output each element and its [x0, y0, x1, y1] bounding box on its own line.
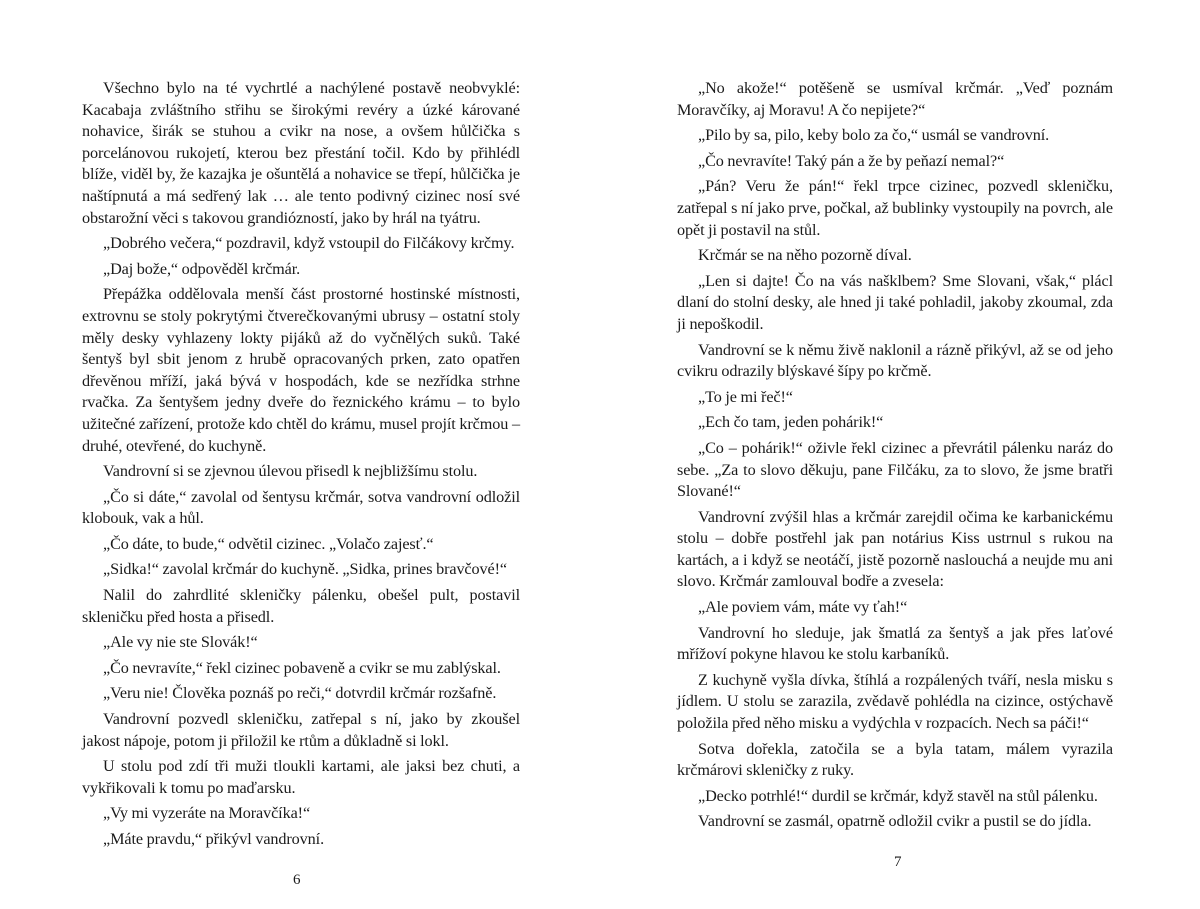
paragraph: „Máte pravdu,“ přikývl vandrovní.	[103, 830, 325, 848]
paragraph: „Pán? Veru že pán!“ řekl trpce cizinec, pozvedl skleničku, zatřepal s ní jako prve, počkal, až bublinky vystoupily na povrch, ale opět ji postavil na stůl.	[677, 177, 1113, 239]
paragraph: „Ale vy nie ste Slovák!“	[103, 633, 258, 652]
page-number-right: 7	[894, 854, 902, 870]
paragraph: Vandrovní se k němu živě naklonil a rázně přikývl, až se od jeho cvikru odrazily blýskavé šípy po krčmě.	[677, 340, 1113, 381]
paragraph: Sotva dořekla, zatočila se a byla tatam, málem vyrazila krčmárovi skleničky z ruky.	[677, 739, 1113, 780]
right-page	[677, 78, 1113, 871]
page-number-left: 6	[293, 871, 301, 888]
paragraph: Všechno bylo na té vychrtlé a nachýlené postavě neobvyklé: Kacabaja zvláštního střihu se širokými revéry a úzké kárované nohavice, širák se stuhou a cvikr na nose, a ovšem hůlčička s porcelánovou rukojetí, kterou bez přestání točil. Kdo by přihlédl blíže, viděl by, že kazajka je ošuntělá a nohavice se třepí, hůlčička je naštípnutá a má sedřený lak … ale tento podivný cizinec nosí své obstarožní věci s takovou grandiózností, jako by hrál na tyátru.	[82, 79, 520, 227]
paragraph: „Ale poviem vám, máte vy ťah!“	[698, 598, 908, 617]
right-page-text	[677, 78, 1113, 837]
paragraph: Vandrovní zvýšil hlas a krčmár zarejdil očima ke karbanickému stolu – dobře postřehl jak pan notárius Kiss ustrnul s rukou na kartách, a i když se neotáčí, jistě pozorně naslouchá a neujde mu ani slovo. Krčmár zamlouval bodře a zvesela:	[677, 507, 1113, 591]
paragraph: „Ech čo tam, jeden pohárik!“	[698, 413, 884, 432]
paragraph: Vandrovní si se zjevnou úlevou přisedl k nejbližšímu stolu.	[103, 462, 478, 481]
paragraph: „No akože!“ potěšeně se usmíval krčmár. „Veď poznám Moravčíky, aj Moravu! A čo nepijete?“	[677, 79, 1113, 119]
left-page	[82, 78, 520, 889]
paragraph: „Dobrého večera,“ pozdravil, když vstoupil do Filčákovy krčmy.	[103, 234, 515, 253]
paragraph: U stolu pod zdí tři muži tloukli kartami, ale jaksi bez chuti, a vykřikovali k tomu po maďarsku.	[82, 757, 520, 797]
paragraph: „Veru nie! Člověka poznáš po reči,“ dotvrdil krčmár rozšafně.	[103, 684, 497, 703]
paragraph: Nalil do zahrdlité skleničky pálenku, obešel pult, postavil skleničku před hosta a přisedl.	[82, 586, 520, 626]
paragraph: „To je mi řeč!“	[698, 387, 793, 406]
paragraph: „Daj bože,“ odpověděl krčmár.	[103, 259, 301, 278]
paragraph: Vandrovní ho sleduje, jak šmatlá za šentyš a jak přes laťové mřížoví pokyne hlavou ke stolu karbaníků.	[677, 623, 1113, 664]
paragraph: Vandrovní pozvedl skleničku, zatřepal s ní, jako by zkoušel jakost nápoje, potom ji přiložil ke rtům a důkladně si lokl.	[82, 710, 520, 750]
paragraph: „Čo si dáte,“ zavolal od šentysu krčmár, sotva vandrovní odložil klobouk, vak a hůl.	[82, 487, 520, 528]
paragraph: „Decko potrhlé!“ durdil se krčmár, když stavěl na stůl pálenku.	[698, 786, 1098, 805]
paragraph: „Čo nevravíte,“ řekl cizinec pobaveně a cvikr se mu zablýskal.	[103, 658, 501, 677]
paragraph: Krčmár se na něho pozorně díval.	[698, 246, 912, 265]
paragraph: „Pilo by sa, pilo, keby bolo za čo,“ usmál se vandrovní.	[698, 126, 1050, 145]
left-page-text	[82, 78, 520, 855]
paragraph: Vandrovní se zasmál, opatrně odložil cvikr a pustil se do jídla.	[698, 812, 1092, 831]
paragraph: „Vy mi vyzeráte na Moravčíka!“	[103, 804, 311, 823]
paragraph: „Čo dáte, to bude,“ odvětil cizinec. „Volačo zajesť.“	[103, 534, 434, 553]
paragraph: „Sidka!“ zavolal krčmár do kuchyně. „Sidka, prines bravčové!“	[103, 560, 507, 579]
paragraph: Z kuchyně vyšla dívka, štíhlá a rozpálených tváří, nesla misku s jídlem. U stolu se zarazila, zvědavě pohlédla na cizince, ostýchavě položila před něho misku a vydýchla v rozpacích. Nech sa páči!“	[677, 670, 1113, 733]
paragraph: Přepážka oddělovala menší část prostorné hostinské místnosti, extrovnu se stoly pokrytými čtverečkovanými ubrusy – ostatní stoly měly desky vyhlazeny lokty pijáků až do vyčnělých suků. Také šentyš byl sbit jenom z hrubě opracovaných prken, zato opatřen dřevěnou mříží, jaká bývá v hospodách, kde se nezřídka strhne rvačka. Za šentyšem jedny dveře do řeznického krámu – to bylo užitečné zařízení, protože kdo chtěl do krámu, musel projít krčmou – druhé, otevřené, do kuchyně.	[82, 285, 520, 455]
paragraph: „Čo nevravíte! Taký pán a že by peňazí nemal?“	[698, 151, 1005, 170]
paragraph: „Len si dajte! Čo na vás našklbem? Sme Slovani, však,“ plácl dlaní do stolní desky, ale hned ji také pohladil, jakoby zkoumal, zda ji nepoškodil.	[677, 271, 1113, 333]
paragraph: „Co – pohárik!“ oživle řekl cizinec a převrátil pálenku naráz do sebe. „Za to slovo děkuju, pane Filčáku, za to slovo, že jsme bratři Slované!“	[677, 438, 1113, 501]
